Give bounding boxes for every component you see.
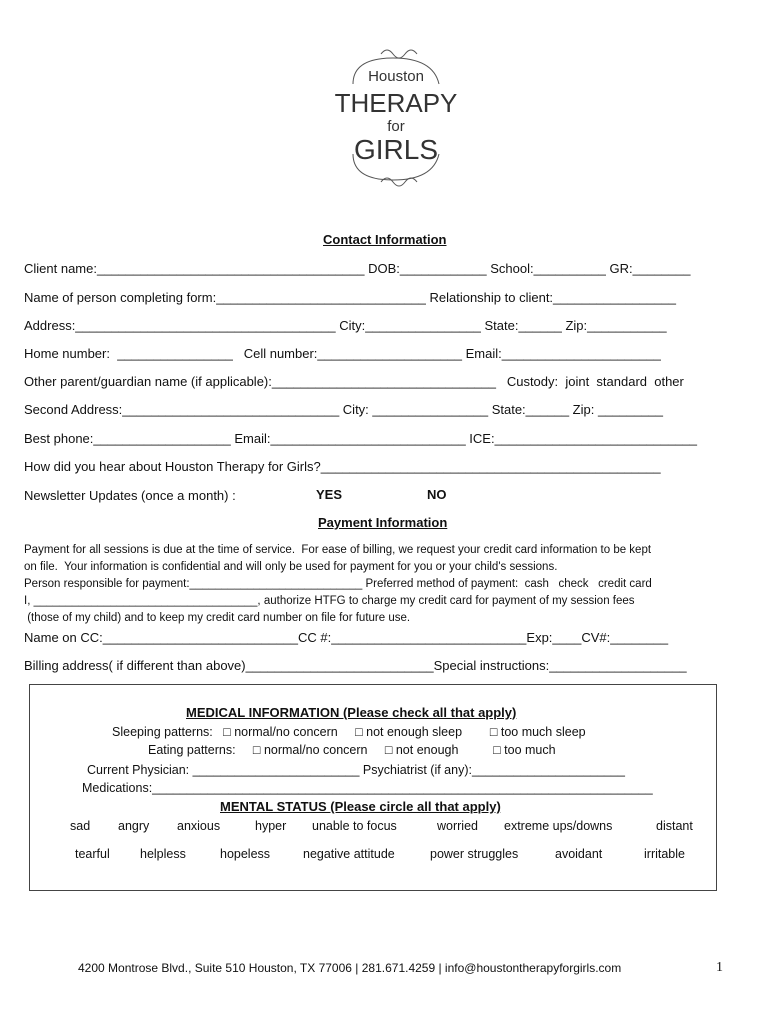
mental-option[interactable]: negative attitude <box>303 847 395 861</box>
address-line[interactable]: Address:____________________________________ City:________________ State:______ Zip:___________ <box>24 318 667 333</box>
best-phone-line[interactable]: Best phone:___________________ Email:___________________________ ICE:____________________________ <box>24 431 698 446</box>
mental-option[interactable]: power struggles <box>430 847 519 861</box>
medical-heading: MEDICAL INFORMATION (Please check all that apply) <box>186 705 517 720</box>
authorize-line[interactable]: I, ___________________________________, authorize HTFG to charge my credit card for payment of my session fees <box>24 595 635 607</box>
mental-status-heading: MENTAL STATUS (Please circle all that apply) <box>220 799 501 814</box>
mental-option[interactable]: tearful <box>75 847 110 861</box>
logo <box>333 44 459 192</box>
payment-heading: Payment Information <box>318 515 448 530</box>
payment-text-1: Payment for all sessions is due at the time of service. For ease of billing, we request your credit card information to be kept <box>24 544 652 556</box>
newsletter-label: Newsletter Updates (once a month) : <box>24 488 236 503</box>
mental-option[interactable]: unable to focus <box>312 819 397 833</box>
mental-option[interactable]: hopeless <box>220 847 271 861</box>
medical-box <box>29 684 717 891</box>
newsletter-no[interactable]: NO <box>427 487 447 502</box>
mental-option[interactable]: irritable <box>644 847 685 861</box>
mental-option[interactable]: helpless <box>140 847 186 861</box>
logo-houston: Houston <box>368 68 424 85</box>
mental-option[interactable]: anxious <box>177 819 221 833</box>
newsletter-yes[interactable]: YES <box>316 487 343 502</box>
completing-line[interactable]: Name of person completing form:_____________________________ Relationship to client:_________________ <box>24 290 676 305</box>
payment-text-2: on file. Your information is confidential and will only be used for payment for you or your child's sessions. <box>24 561 558 573</box>
logo-therapy: THERAPY <box>334 88 458 118</box>
mental-option[interactable]: hyper <box>255 819 287 833</box>
client-name-line[interactable]: Client name:_____________________________________ DOB:____________ School:__________ GR:________ <box>24 261 691 276</box>
mental-option[interactable]: extreme ups/downs <box>504 819 613 833</box>
contact-heading: Contact Information <box>323 232 447 247</box>
hear-line[interactable]: How did you hear about Houston Therapy for Girls?_______________________________________________ <box>24 459 661 474</box>
physician-line[interactable]: Current Physician: ________________________ Psychiatrist (if any):______________________ <box>87 763 625 777</box>
mental-option[interactable]: sad <box>70 819 91 833</box>
eating-patterns-line[interactable]: Eating patterns: □ normal/no concern □ not enough □ too much <box>148 743 556 757</box>
logo-for: for <box>387 118 405 135</box>
second-address-line[interactable]: Second Address:______________________________ City: ________________ State:______ Zip: _________ <box>24 402 664 417</box>
mental-option[interactable]: angry <box>118 819 150 833</box>
mental-option[interactable]: distant <box>656 819 693 833</box>
logo-girls: GIRLS <box>353 134 439 165</box>
mental-option[interactable]: worried <box>437 819 478 833</box>
mental-option[interactable]: avoidant <box>555 847 603 861</box>
sleeping-patterns-line[interactable]: Sleeping patterns: □ normal/no concern □ not enough sleep □ too much sleep <box>112 725 586 739</box>
medications-line[interactable]: Medications:________________________________________________________________________ <box>82 781 653 795</box>
footer-address: 4200 Montrose Blvd., Suite 510 Houston, TX 77006 | 281.671.4259 | info@houstontherapyforgirls.com <box>78 961 622 975</box>
phones-line[interactable]: Home number: ________________ Cell number:____________________ Email:______________________ <box>24 346 661 361</box>
cc-line[interactable]: Name on CC:___________________________CC #:___________________________Exp:____CV#:________ <box>24 630 669 645</box>
guardian-line[interactable]: Other parent/guardian name (if applicable):_______________________________ Custody: joint standard other <box>24 374 684 389</box>
page-number: 1 <box>716 960 723 975</box>
payment-responsible-line[interactable]: Person responsible for payment:___________________________ Preferred method of payment: cash check credit card <box>24 578 652 590</box>
authorize-line-2: (those of my child) and to keep my credit card number on file for future use. <box>24 612 411 624</box>
billing-line[interactable]: Billing address( if different than above)__________________________Special instructions:___________________ <box>24 658 687 673</box>
